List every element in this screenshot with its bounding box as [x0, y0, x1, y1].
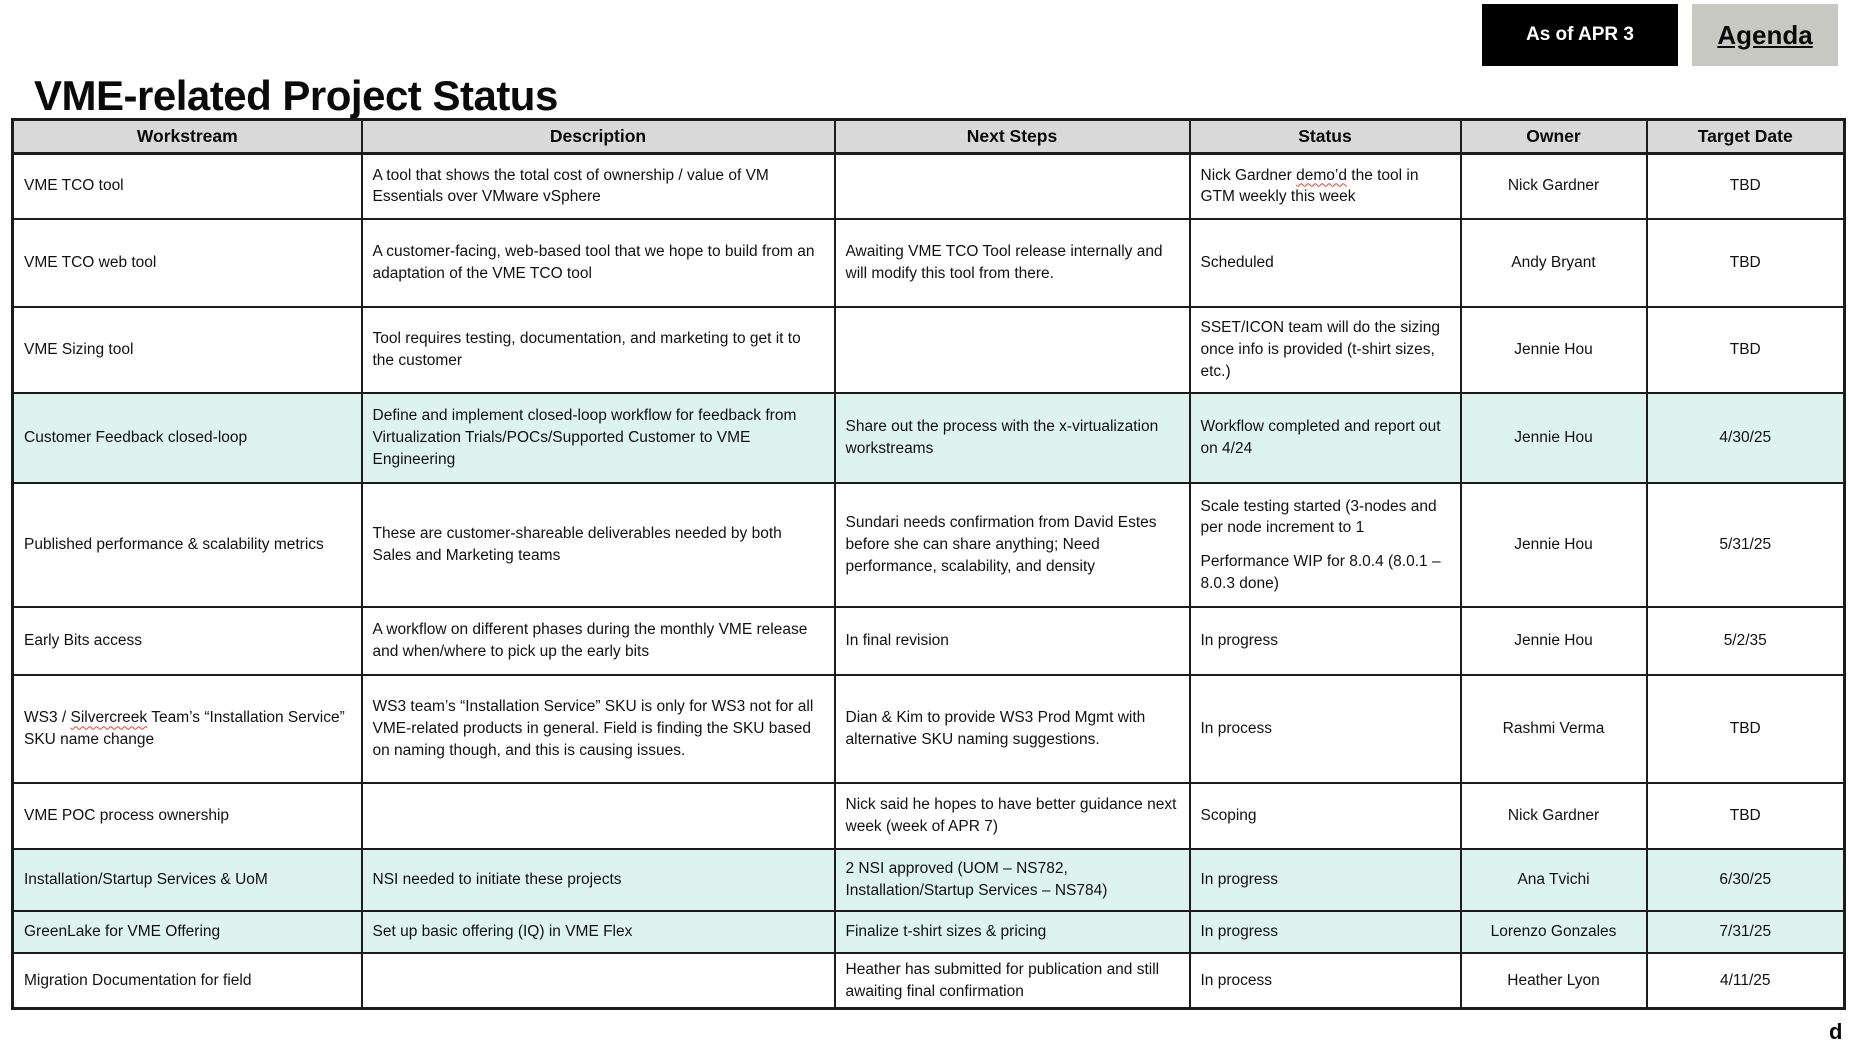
table-header-row: [13, 120, 1845, 154]
cell-description: A customer-facing, web-based tool that we hope to build from an adaptation of the VME TCO tool: [362, 219, 835, 307]
agenda-badge: [1692, 4, 1838, 66]
cell-description: These are customer-shareable deliverables needed by both Sales and Marketing teams: [362, 483, 835, 607]
cell-owner: Andy Bryant: [1461, 219, 1647, 307]
cell-status: [1190, 483, 1461, 607]
cell-target-date: TBD: [1647, 783, 1845, 849]
cell-owner: Rashmi Verma: [1461, 675, 1647, 783]
cell-description: A tool that shows the total cost of ownership / value of VM Essentials over VMware vSphere: [362, 153, 835, 219]
cell-next-steps: Sundari needs confirmation from David Estes before she can share anything; Need performance, scalability, and density: [835, 483, 1190, 607]
header-workstream: Workstream: [13, 120, 362, 154]
cell-description: Tool requires testing, documentation, and marketing to get it to the customer: [362, 307, 835, 393]
cell-workstream: GreenLake for VME Offering: [13, 911, 362, 953]
cell-next-steps: Awaiting VME TCO Tool release internally and will modify this tool from there.: [835, 219, 1190, 307]
cell-target-date: TBD: [1647, 307, 1845, 393]
cell-description: Define and implement closed-loop workflow for feedback from Virtualization Trials/POCs/Supported Customer to VME Engineering: [362, 393, 835, 483]
cell-description: Set up basic offering (IQ) in VME Flex: [362, 911, 835, 953]
cell-target-date: TBD: [1647, 219, 1845, 307]
workstream-text: WS3 /: [24, 709, 71, 727]
cell-target-date: 5/31/25: [1647, 483, 1845, 607]
cell-target-date: 4/30/25: [1647, 393, 1845, 483]
stray-character: d: [1829, 1019, 1843, 1044]
as-of-date-badge: [1482, 4, 1678, 66]
table-row: [13, 675, 1845, 783]
cell-status: Workflow completed and report out on 4/24: [1190, 393, 1461, 483]
cell-owner: Lorenzo Gonzales: [1461, 911, 1647, 953]
cell-next-steps: 2 NSI approved (UOM – NS782, Installation/Startup Services – NS784): [835, 849, 1190, 911]
table-row-highlighted: [13, 911, 1845, 953]
cell-owner: Jennie Hou: [1461, 307, 1647, 393]
status-line: Scale testing started (3-nodes and per node increment to 1: [1200, 497, 1437, 537]
header-status: Status: [1190, 120, 1461, 154]
status-text: the tool in GTM weekly this week: [1200, 166, 1419, 206]
cell-owner: Jennie Hou: [1461, 607, 1647, 675]
cell-target-date: TBD: [1647, 675, 1845, 783]
cell-workstream: [13, 675, 362, 783]
cell-owner: Jennie Hou: [1461, 393, 1647, 483]
page-title: VME-related Project Status: [34, 72, 558, 120]
as-of-date-label: As of APR 3: [1525, 24, 1635, 45]
cell-workstream: Published performance & scalability metrics: [13, 483, 362, 607]
cell-target-date: 5/2/35: [1647, 607, 1845, 675]
table-row-highlighted: [13, 849, 1845, 911]
cell-target-date: 6/30/25: [1647, 849, 1845, 911]
table-row: [13, 219, 1845, 307]
header-next-steps: Next Steps: [835, 120, 1190, 154]
cell-description: [362, 953, 835, 1009]
cell-status: In progress: [1190, 607, 1461, 675]
header-target-date: Target Date: [1647, 120, 1845, 154]
cell-owner: Heather Lyon: [1461, 953, 1647, 1009]
table-row: [13, 483, 1845, 607]
cell-status: [1190, 153, 1461, 219]
cell-workstream: VME TCO tool: [13, 153, 362, 219]
cell-workstream: Installation/Startup Services & UoM: [13, 849, 362, 911]
workstream-text: Team’s “Installation Service” SKU name change: [24, 709, 345, 748]
cell-target-date: TBD: [1647, 153, 1845, 219]
cell-status: In progress: [1190, 849, 1461, 911]
cell-target-date: 7/31/25: [1647, 911, 1845, 953]
header-description: Description: [362, 120, 835, 154]
table-row: [13, 607, 1845, 675]
cell-owner: Jennie Hou: [1461, 483, 1647, 607]
cell-workstream: VME POC process ownership: [13, 783, 362, 849]
cell-next-steps: Heather has submitted for publication and still awaiting final confirmation: [835, 953, 1190, 1009]
cell-description: A workflow on different phases during the monthly VME release and when/where to pick up the early bits: [362, 607, 835, 675]
table-row: [13, 307, 1845, 393]
status-line: Performance WIP for 8.0.4 (8.0.1 – 8.0.3 done): [1200, 553, 1441, 592]
cell-description: [362, 783, 835, 849]
cell-next-steps: [835, 307, 1190, 393]
cell-status: In progress: [1190, 911, 1461, 953]
table-row: [13, 953, 1845, 1009]
cell-next-steps: In final revision: [835, 607, 1190, 675]
cell-workstream: Customer Feedback closed-loop: [13, 393, 362, 483]
agenda-link[interactable]: Agenda: [1717, 19, 1813, 50]
table-row: [13, 153, 1845, 219]
cell-description: WS3 team’s “Installation Service” SKU is only for WS3 not for all VME-related products in general. Field is finding the SKU based on naming though, and this is causing issues.: [362, 675, 835, 783]
cell-next-steps: Dian & Kim to provide WS3 Prod Mgmt with alternative SKU naming suggestions.: [835, 675, 1190, 783]
cell-status: Scoping: [1190, 783, 1461, 849]
cell-owner: Ana Tvichi: [1461, 849, 1647, 911]
header-owner: Owner: [1461, 120, 1647, 154]
cell-next-steps: Nick said he hopes to have better guidance next week (week of APR 7): [835, 783, 1190, 849]
status-text: Nick Gardner: [1200, 166, 1297, 184]
cell-status: In process: [1190, 953, 1461, 1009]
cell-workstream: Migration Documentation for field: [13, 953, 362, 1009]
cell-owner: Nick Gardner: [1461, 153, 1647, 219]
table-row-highlighted: [13, 393, 1845, 483]
cell-description: NSI needed to initiate these projects: [362, 849, 835, 911]
project-status-table: [11, 118, 1846, 1010]
spellcheck-word: demo’d: [1296, 166, 1347, 184]
cell-status: Scheduled: [1190, 219, 1461, 307]
cell-owner: Nick Gardner: [1461, 783, 1647, 849]
spellcheck-word: Silvercreek: [70, 709, 148, 727]
cell-next-steps: [835, 153, 1190, 219]
cell-next-steps: Finalize t-shirt sizes & pricing: [835, 911, 1190, 953]
cell-workstream: Early Bits access: [13, 607, 362, 675]
table-row: [13, 783, 1845, 849]
cell-workstream: VME Sizing tool: [13, 307, 362, 393]
cell-next-steps: Share out the process with the x-virtualization workstreams: [835, 393, 1190, 483]
cell-status: In process: [1190, 675, 1461, 783]
cell-workstream: VME TCO web tool: [13, 219, 362, 307]
cell-status: SSET/ICON team will do the sizing once info is provided (t-shirt sizes, etc.): [1190, 307, 1461, 393]
cell-target-date: 4/11/25: [1647, 953, 1845, 1009]
